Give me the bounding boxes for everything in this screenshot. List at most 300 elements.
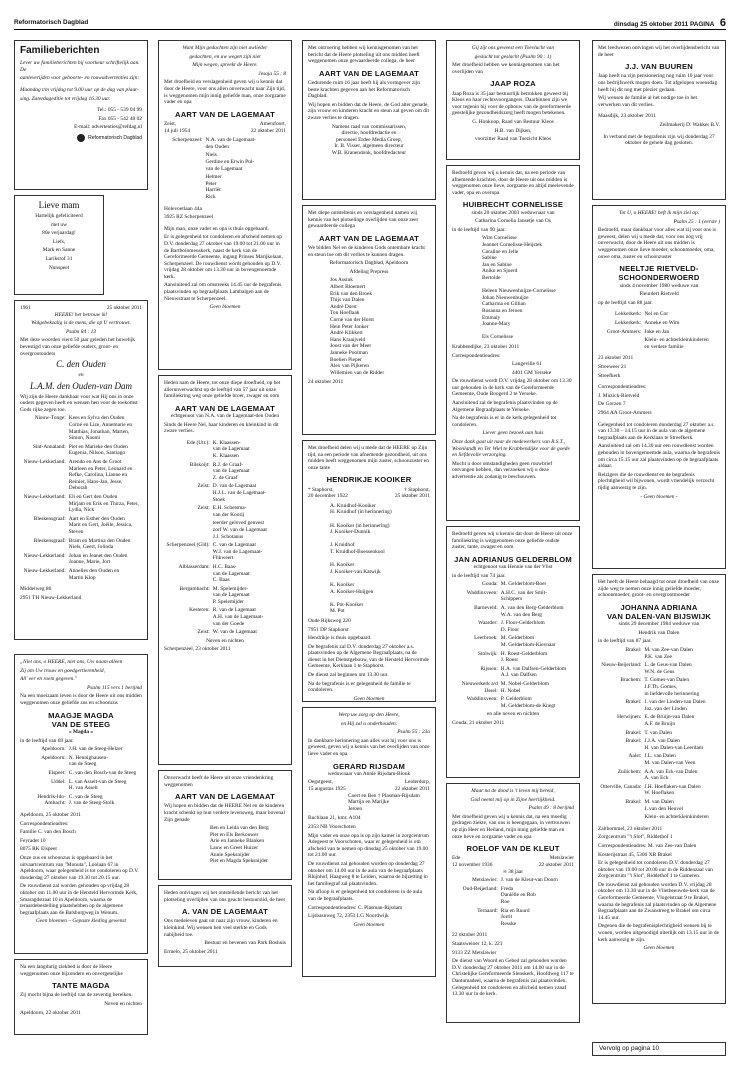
dk-verse: Psalm 49 : 8 berijmd [528,805,574,812]
rd-text3: Na afloop is er gelegenheid tot condoleren in de aula van de begraafplaats. [308,889,422,902]
hc-family-row: Aniko en Sjoerd [482,268,518,275]
do-family-row [20,538,142,551]
nr-family-row [598,320,720,327]
do-family-row-names: Bram en Martina den Ouden Niels, Geert, Jolinda [68,537,131,551]
tm-name: TANTE MAGDA [52,981,110,991]
lm-line: Lariksrof 31 [45,255,73,262]
dk-birthdate: 12 november 1936 [452,862,493,868]
lmk-colleague: Jos Assink [330,277,353,284]
fam-line-3: Maandag t/m vrijdag tot 9.00 uur op de dag van plaat- [20,86,139,93]
van-dalen-box [592,574,726,1004]
rd-verse: Psalm 55 : 23a [397,729,430,736]
lms-sign [308,124,430,157]
hc-family-row: Jan en Sabine [482,261,512,268]
do-family-row-names: Johan en Jeanet den Ouden Joanne, Marie, Jort [68,552,128,566]
lmf-family-row-place: Ede (Utr.): [186,439,210,446]
dk-address: Staatsweioer 12, k. 221 [452,940,503,947]
mg-family-row-place: Uddel: [51,778,66,785]
lmk-colleague: Corné van der Horst [330,316,374,323]
lmf-family-row-names: M. Spelemijder- van de Lagemaat P. Spelemijder [212,585,250,605]
lmm-text2: Er is gelegenheid tot condoleren en afscheid nemen op D.V. donderdag 27 oktober van 19.00 tot 21.00 uur in de Bartholomeuskerk, naast de kerk van de Gereformeerde Gemeente, ingang Prinses Marijkelaan, Scherpenzeel. De rouwdienst wordt gehouden op D.V. vrijdag 28 oktober om 13.30 uur in bovengenoemde kerk. [164,234,283,280]
lms-text2: Wij hopen en bidden dat de Heere, de God alter genade, zijn vrouw en kinderen kracht en steun zal geven om dit zware verlies te dragen. [308,101,429,121]
nr-family-row-names: Klein- en achterkleinkinderen en verdere familie [644,337,709,350]
lmm-birthdate: 14 juli 1954 [164,127,191,134]
hc-text1: De rouwdienst wordt D.V. vrijdag 28 oktober om 13.30 uur gehouden in de kerk van de Gereformeerde Gemeente, Oude Boogerd 2 te Yerseke. [452,378,572,398]
ge-family-row [452,581,574,588]
lm-line: Mark en Sanne [42,247,76,254]
nr-verse: Psalm 25 : 1 (eerste ) [673,218,720,225]
ko-family-row: A. Kruidhof-Kooiker [330,502,376,509]
lmm-address: Holevoetlaan 44a [164,205,202,212]
lmk-text1: We bidden Nel en de kinderen Gods ontembare kracht en steun toe om dit verlies te kunnen dragen. [308,245,425,258]
hc-family-row: Emmaly [482,314,501,321]
jr-text: Jaap Roza is 35 jaar bestuurlijk betrokken geweest bij Kleos en haar rechtsvoorgangers. Daarbinnen zijn we voor tegenin bij voor de opbouw van de gereformeerde geestelijke gezondheidszorg heeft mogen betekenen. [452,90,571,117]
hc-family-row: Johan Nieuwenhuijze [482,294,529,301]
mg-family-row [20,794,142,807]
ge-family-row-place: Gouda: [481,581,498,588]
rd-deathplace: Leiderdorp, [404,779,430,786]
lm-line: met uw [50,221,68,228]
lmk-name: AART VAN DE LAGEMAAT [319,233,419,243]
lms-sign-line: personeel Erdee Media Groep, [336,136,402,143]
lms-sign-line: directie, hoofdredactie en [341,130,397,137]
lmf-neven: Neven en nichten [206,637,244,644]
mg-intro: Na een moeizaam leven is door de Heere uit ons midden weggenomen onze geliefde zus en schoonzus [20,693,142,706]
vd-family-row [598,769,720,782]
page-info [614,17,726,30]
jb-text2: Wij wensen de familie al het nodige toe in het verwerken van dit verlies. [598,95,698,108]
ge-family-row-place: Waddinxveen: [466,696,498,703]
jr-verse: Gij zijt ons geweest een Toevlucht van [471,45,555,51]
lms-intro: Met ontroering hebben wij kennisgenomen van het bericht dat de Heere plotseling uit ons midden heeft weggenomen onze gewaardeerde collega, de heer [308,45,420,65]
lmz-name-row: Piet en Els Berkouwer [210,831,259,838]
mg-name1: MAAGJE MAGDA [48,710,114,720]
mg-family-row-names: L. van Asselt-van de Steeg H. van Asselt [68,778,127,792]
ge-family-row-place: Waddinxveen: [466,589,498,596]
do-address: 2951 TH Nieuw-Lekkerland [20,594,82,601]
lm-verse: Jesaja 55 : 8 [258,70,286,77]
column-1 [14,40,148,1040]
ko-family-row [330,595,430,602]
do-family-row [20,568,142,581]
dk-verse: Maar na de dood is 't leven mij bereid, [471,788,555,794]
lmz-text: Wij hopen en bidden dat de HEERE Nel en de kinderen kracht schenkt op hun verdere levensweg, maar bovenal Zijn genade [164,803,285,823]
tm-date: Apeldoorn, 22 oktober 2011 [20,1009,81,1016]
vd-family-row [598,814,720,821]
rd-family-row: Martijn en Marijke [348,799,390,806]
mg-corr: 8075 RK Elspeet [20,846,57,853]
rd-birthplace: Oegstgeest, [308,779,334,786]
ko-family-row [330,516,430,523]
vd-family-row-place: Brakel: [625,738,642,745]
dk-rows [452,877,574,927]
dk-family-row-place: Oud-Beijerland: [462,885,498,892]
lmk-sign: Reformatorisch Dagblad, Apeldoorn [329,260,409,267]
fam-tel: Tel.: 055 - 539 04 99 [96,107,142,114]
rd-intro: In dankbare herinnering aan alles wat hij voor ons is geweest, geven wij u kennis van het overlijden van onze lieve vader en opa [308,737,430,757]
nr-intro: Bedroefd, maar dankbaar voor alles wat zij voor ons is geweest, delen wij u mede dat, voor ons nog vrij onverwacht, door de Heere uit ons midden is weggenomen onze lieve moeder, schoonmoeder, oma, ouwe oma, zuster en schoonzuster [598,227,716,260]
do-family-row [20,494,142,514]
vd-family-row-place: Brakel: [625,729,642,736]
ko-family-row: H. Kruidhof (in herinnering) [330,509,392,516]
lmf-family-row-place: Kesteren: [189,607,210,614]
dk-name: ROELOF VAN DE KLEUT [466,844,560,854]
vd-family-row-names: E. de Bruijn-van Dalen A.F. de Bruijn [644,714,695,727]
lieve-mam-title: Lieve mam [38,200,80,210]
column-5 [592,40,726,1009]
mg-name2: VAN DE STEEG [51,719,111,729]
mg-name3: « Magda » [68,729,94,736]
ge-family-row-names: M. Gelderblom M. Gelderblom-Kievnaar [500,635,556,648]
ge-family-row [452,666,574,679]
jr-sign: H.B. van Dijken, [494,127,532,134]
rd-address: Buchlaan 21, kmr. A104 [308,815,361,822]
do-family-row-names: Arendo en Ans de Groot Marleen en Peter, Leonard en Refke, Carolina, Lianne en Reinier, Hans-Jan, Jesse, Deborah [68,459,133,492]
vd-family-row-place: Aalst: [628,753,642,760]
ge-family-row [452,620,574,633]
nr-text3: Reizigers die de rouwdienst en de begrafenis plechtigheid wil bijwonen, wordt vriendelijk verzocht tijdig aanwezig te zijn. [598,471,715,491]
nr-family-row [598,329,720,336]
lm-verse: gedachten, en uw wegen zijn niet [189,53,261,60]
ge-name: JAN ADRIANUS GELDERBLOM [454,554,572,564]
do-family-row-place: Nieuw-Lekkerland: [23,567,66,574]
do-family-row-place: Nieuw-Tonge: [34,415,66,422]
fam-fax: Fax 055 - 542 48 02 [98,115,142,122]
lmz-name-row: Ben en Leida van den Berg [210,825,269,832]
jb-intro: Met leedwezen ontvingen wij het overlijdensbericht van de heer [598,45,720,58]
mg-verse: Psalm 115 vers 1 berijmd [87,684,142,691]
ko-text1: Hendrikje is thuis opgebaard. [308,635,372,642]
lms-name: AART VAN DE LAGEMAAT [319,68,419,78]
nr-date: Streefkerk [598,372,621,379]
lagemaat-main-box [158,40,292,370]
do-places [20,415,142,581]
vd-family-row-place: Nieuw-Beijerland: [601,662,642,669]
lmf-family-row-names: K. Klaassen- van de Lagemaat K. Klaassen [212,439,250,459]
mg-family-row [20,746,142,753]
dk-intro: Met droefheid geven wij u kennis dat, na een moedig gedragen ziekte, van ons is heengegaan, in vertrouwen op zijn Heer en Heiland, mijn innig geliefde man en onze lieve en zorgzame vader en opa [452,813,570,840]
ko-birthdate: 20 december 1922 [308,493,348,500]
fam-line-2: aanleverijden voor geboorte- en rouwadvertenties zijn: [20,75,140,82]
dk-deathplace: Metslawier [549,855,574,862]
do-verse: HEERE! het betrouw ik! [54,311,108,318]
lmp-date: Ermelo, 25 oktober 2011 [164,948,218,955]
nr-date: 23 oktober 2011 [598,355,634,362]
ge-family-row-place: Nieuwerkerk a/d IJssel: [461,680,498,694]
mg-family-row [20,755,142,768]
hc-family-row: Jeannet Cornelisse-Heijstek [482,242,543,248]
vd-name2: VAN DALEN-VAN BIJSWIJK [606,612,712,622]
ko-family-row: J. Kruidhof [330,542,355,549]
ko-deathplace: † Staphorst, [404,486,430,493]
vd-family-row-names: J.J.A. van Dalen H. van Dalen-van Leerdam [644,738,704,751]
mg-corr: Correspondentieadres: [20,820,69,827]
do-family-row [20,444,142,457]
hc-text4: Liever geen bezoek aan huis [482,430,544,437]
hc-family-row [482,328,574,335]
do-address: Middelweg 86 [20,586,52,593]
hc-text6: Mocht u door omstandigheden geen rouwbrief ontvangen hebben, dan verzoeken wij u deze advertentie als zodanig te beschouwen. [452,460,553,480]
vd-family-row-names: A.A. van Eck-van Dalen A. van Eck [644,768,698,782]
ge-family-row-names: A. van den Berg-Gelderblom W.A. van den Berg [500,605,564,618]
vd-name1: JOHANNA ADRIANA [620,602,698,612]
dk-family-row [452,877,574,884]
mg-place-date: Apeldoorn, 25 oktober 2011 [20,812,81,818]
vd-family-row-place: Zuilichem: [617,768,642,775]
hc-family-row [482,282,574,289]
lmk-names [308,277,430,376]
nr-rows [598,311,720,350]
vd-family-row-place: Brakel: [625,647,642,654]
fam-line-4: sing. Zaterdageditie tot vrijdag 16.30 uur. [20,95,111,102]
nr-family-row [598,337,720,350]
lmk-colleague: Albert Bloemert [330,284,366,290]
nr-text2: Aansluitend zal om 14.30 uur een rouwdienst worden gehouden in bovengenoemde aula, waarna de begrafenis om circa 15.15 uur zal plaatsvinden op de begraafplaats aldaar. [598,443,720,470]
nr-date: Streeweer 21 [598,364,627,370]
vd-sub: sinds 29 december 1984 weduwe van [618,621,700,628]
do-family-row-names: Kees en Sylva den Ouden Corné en Lize, Annemarie en Matthias, Jonathan, Marten, Simon, Naomi [68,415,133,442]
lmp-name: A. VAN DE LAGEMAAT [181,907,268,917]
rd-family-row: Coert en Ben † Plasman-Rijsdam [348,792,420,799]
lieve-mam-box [14,195,104,295]
lmf-family-row-place: Alblasserdam: [178,563,210,570]
lmf-family-row-names: C. van de Lagemaat W.J. van de Lagemaat- Flikweert [212,542,263,562]
gelderblom-box [446,526,580,778]
rd-corr: Correspondentieadres: C. Plasman-Rijsdam [308,904,403,911]
vd-family-row-names: M. van Zee-van Dalen P.K. van Zee [644,647,693,660]
ko-intro: Met droefheid delen wij u mede dat de HEERE op Zijn tijd, na een periode van afnemende gezondheid, uit ons midden heeft weggenomen mijn zuster, schoonzuster en onze tante [308,445,429,471]
lmz-name-row: Lauw en Greet Huizer [210,845,259,851]
hc-corr: Correspondentieadres: [452,352,501,359]
lmf-family-row [164,483,286,503]
lmm-footer: Geen bloemen [209,304,241,311]
hc-text5: Onze dank gaat uit naar de medewerkers van R.S.T., Woonlandh en Ter Wiel te Krabbendijke voor de goede en liefdevolle verzorging. [452,439,570,459]
dk-verse: God neemt mij op in Zijne heerlijkheid. [470,796,556,803]
rd-address: 2353 NB Voorschoten [308,823,356,830]
ge-rows [452,581,574,709]
lmf-family-row [164,520,286,540]
lmf-family-row-names: teerder geloved genvest zorf W. van de Lagemaat J.J. Schotanus [212,520,267,540]
vd-intro: Het heeft de Heere behaagd tot onze droefheid van onze zijde weg te nemen onze innig geliefde moeder, schoonmoeder, groot- en overgrootmoeder [598,579,720,599]
ge-family-row [452,651,574,664]
do-family-row [20,553,142,566]
do-intro: Met deze woorden vierd 50 jaar geleden het huwelijk bevestigd van onze geliefde ouders, groot- en overgrootouders [20,337,135,357]
lmm-family-row-names: Niels Gerdine en Erwin Pul- van de Lagemaat [205,152,255,172]
vd-family-row-names: J. van der Linden-van Dalen Joz. van der Linden [644,699,706,712]
ko-family-row: T. Kruidhof-Boessenkool [330,548,385,555]
paper-name: Reformatorisch Dagblad [14,19,89,26]
ge-family-row-names: H. Roest-Gelderblom J. Roest [500,650,548,664]
vd-family-row-names: T. Gomes-van Dalen J.F.Th. Gomes, in liefdevolle herinnering [644,677,700,697]
tm-intro: Na een langdurig ziekbed is door de Heere weggenomen onze bijzondere en onvergetelijke [20,964,123,977]
lmm-address: 3925 RZ Scherpenzeel [164,214,214,221]
ko-address: 7951 DP Staphorst [308,626,349,633]
newspaper-page [14,16,726,1056]
page-number: 6 [719,17,726,29]
vd-family-row [598,699,720,712]
hc-family-row: Wim Cornelisse [482,235,517,242]
mg-family-row-place: Apeldoorn: [41,754,66,761]
do-family-row-place: Bleskensgraaf: [33,515,66,522]
lmf-family-row [164,542,286,562]
roza-box [446,40,580,160]
hc-names [452,235,574,341]
lmm-deathdate: 22 oktober 2011 [250,127,286,134]
do-name1: C. den Ouden [56,359,106,370]
ko-text3: De dienst zal beginnen om 13.30 uur. [308,672,389,679]
lmm-family-row [164,137,286,150]
lmm-text3: Aansluitend zal om omstreeks 14.45 uur de begrafenis plaatsvinden op begraafplaats Lambalgen aan de Nieuwstraat te Scherpenzeel. [164,282,282,302]
nr-sub: sinds 4 november 1980 weduwe van [619,282,699,289]
lmm-birthplace: Zeist, [164,121,177,127]
mg-family-row-names: J.H. van de Steeg-Helzer [68,746,123,753]
ge-family-row-place: Rijssen: [480,665,498,672]
do-date-left: 1961 [20,305,31,311]
ko-footer: Geen bloemen [353,695,385,702]
vd-family-row-place: Brakel: [625,699,642,706]
rd-logo-text: Reformatorisch Dagblad [88,134,142,141]
vd-text3: Degenen die de begrafenisplechtigheid wensen bij te wonen, worden uitgenodigd uiterlijk om 13.15 uur in de kerk aanwezig te zijn. [598,923,719,943]
do-date-right: 25 oktober 2011 [106,305,142,311]
nr-age: op de leeftijd van 88 jaar. [598,299,653,306]
lagemaat-family-box [158,375,292,765]
jr-intro: Met droefheid hebben we kennisgenomen van het overlijden van [452,62,560,75]
ko-family-row: J. Kooiker-Dunnik [330,529,371,536]
lmk-colleague: Boelien Pieper [330,356,362,363]
vd-date: Zorgcentrum "'t Slot", Riddethof 1 [598,834,673,841]
buuren-box [592,40,726,200]
dk-family-row-names: Ria en Ruurd Jorrit Resske [500,907,530,927]
ko-text4: Na de begrafenis is er gelegenheid de familie te condoleren. [308,680,411,694]
rijsdam-box [302,707,436,977]
page-label: PAGINA [689,21,715,28]
lmf-rows [164,440,286,636]
lagemaat-school-box [302,40,436,200]
ko-birthplace: * Staphorst, [308,486,334,493]
hc-family-row: Catharina en Gillian [482,301,526,308]
lmm-family-row [164,174,286,200]
lagemaat-friends-box [158,770,292,880]
vd-family-row [598,799,720,812]
lmf-family-row [164,586,286,606]
vd-text2: De rouwdienst zal gehouden worden D.V. vrijdag 28 oktober om 13.30 uur in de Vlietbeeuwde-kerk van de Gereformeerde Gemeente, Vlogelstraat 9 te Brakel, waarna de begrafenis zal plaatsvinden op de Algemene Begraafplaats aan de Zwanstreeg te Brakel om circa 14.45 uur. [598,881,717,921]
lmk-colleague: Erik van den Broek [330,290,373,297]
hc-family-row: Coraline en Jelle [482,248,519,255]
vd-family-row-names: T. van Dalen [644,729,672,736]
lmf-family-row-place: Zeist: [197,505,210,512]
jr-name: JAAP ROZA [490,79,536,89]
ge-family-row-place: Waarder: [478,620,498,627]
mg-verse: Zij om Uw trouw en goedgertierenheid, [20,667,105,674]
lmf-family-row-names: R. van de Lagemaat A.H. van de Lagemaat- van der Goede [212,607,264,627]
lmf-family-row-place: Bergambacht: [179,585,210,592]
rietveld-box [592,205,726,569]
nr-corr: J. Muzick-Rietveld [598,392,640,399]
lm-line: Nunspeet [48,264,70,271]
lmf-family-row-names: R.J. de Graaf- van de Lagemaat Z. de Graaf [212,461,250,481]
tm-text: Zij mocht bijna de leeftijd van de zeventig bereiken. [20,992,133,999]
hc-corr: Langeville 61 [512,361,542,368]
lmz-name: AART VAN DE LAGEMAAT [175,792,275,802]
lmf-family-row [164,505,286,518]
de-kleut-box [446,783,580,1023]
hc-name: HUIBRECHT CORNELISSE [462,200,564,210]
do-family-row-place: Nieuw-Lekkerland: [23,552,66,559]
mg-corr: Familie C. van den Bosch [20,829,76,836]
vd-family-row [598,730,720,737]
nr-text1: Gelegenheid tot condoleren donderdag 27 oktober a.s. van 13.30 – 14.15 uur in de aula van de algemene begraafplaats aan de Kerklaan te Streefkerk. [598,421,715,441]
rd-birthdate: 15 augustus 1925 [308,786,346,792]
vervolg-link[interactable] [592,1042,726,1056]
lmf-family-row-place: Zeist: [197,483,210,490]
do-family-row-names: Piet en Marieke den Ouden Eugenia, Nilson, Santiago [68,443,128,457]
hc-text2: Aansluitend zal de begrafenis plaatsvinden op de Algemene Begraafplaats te Yerseke. [452,400,558,413]
jb-text1: Jaap heeft na zijn pensionering nog ruim 10 jaar voor ons bedrijfswerk mogen doen. Tot afgelopen woensdag heeft hij dit nog met plezier gedaan. [598,73,718,93]
lmz-name-row: Piet en Magda Speksnijder [210,858,268,865]
dk-family-row-names: J. van de Kleut-van Doorn [500,877,558,884]
lmk-colleague: André Dorst [330,303,357,310]
lmk-colleague: André Klikkert [330,330,363,337]
mg-text1: Onze zus en schoonzus is opgebaard in het uitvaartcentrum van "Monuta", Loolaan 67 in Apeldoorn, waar gelegenheid is tot condoleren op D.V. donderdag 27 oktober van 19.30 tot 20.15 uur. [20,854,139,881]
vervolg-text: Vervolg op pagina 10 [599,1045,660,1053]
nr-name1: NEELTJE RIETVELD- [619,264,699,274]
mg-family-row-names: C. van de Steeg J. van de Steeg-Stolk [68,793,115,807]
rd-footer: Geen bloemen [353,921,385,928]
hc-family-row: Joanne-Mary [482,321,511,328]
lmm-rows [164,137,286,200]
rd-name: GERARD RIJSDAM [333,761,405,771]
hc-age: in de leeftijd van 90 jaar. [452,226,506,233]
vd-age: in de leeftijd van 87 jaar. [598,638,652,645]
lmk-colleague: Thijs van Dalen [330,297,365,304]
lmm-deathplace: Amersfoort, [259,121,286,127]
nr-family-row-names: Anneke en Wim [644,320,680,327]
jb-place: Maasdijk, 23 oktober 2011 [598,113,656,120]
ko-deathdate: 25 oktober 2011 [394,493,430,500]
lmf-family-row-names: H.C. Baas- van de Lagemaat C. Baas [212,563,250,584]
hc-intro: Bedroefd geven wij u kennis dat, na een periode van afnemende krachten, door de Heere uit ons midden is weggenomen onze lieve, zorgzame en altijd meelevende vader, opa en overopa [452,170,574,196]
lms-sign-line: W.B. Kranendonk, hoofdredacteur [331,149,407,156]
lmp-intro: Heden ontvingen wij het ontstellende bericht van het plotseling overlijden van ons geacht bestuurslid, de heer [164,890,286,903]
lmk-colleague: Janneke Poolman [330,349,368,356]
do-family-row-place: Sint-Annaland: [32,443,66,450]
do-family-row-names: Aart en Esther den Ouden Marit en Gert, Joëlle, Jessica, Steven [68,515,133,535]
lms-sign-line: Namens raad van commissarissen, [331,123,407,130]
rd-rows [308,793,430,813]
vd-family-row-place: Herwijnen: [617,714,642,721]
lmf-family-row [164,564,286,584]
hc-family-row: Els Cornelisse [482,334,513,341]
ge-family-row-names: A.H.C. van der Smit- Schippers [500,589,547,603]
do-family-row [20,415,142,441]
ge-family-row-names: H.A. van Dalfsen-Gelderblom A.J. van Dalfsen [500,665,567,679]
lmz-intro: Onverwacht heeft de Heere uit onze vriendenkring weggenomen [164,775,274,788]
mg-verse: All' eer en roem gegeven." [20,676,77,683]
ge-family-row [452,635,574,648]
mg-family-row-names: C. van den Bosch-van de Steeg [68,770,137,777]
mg-footer: Geen bloemen – Gepaste kleding gewenst [36,918,126,925]
rd-text2: De rouwdienst zal gehouden worden op donderdag 27 oktober om 14.00 uur in de aula van de begraafplaats Rhijnhof, Haagweg 8 te Leiden, waarna de bijzetting in het familiegraf zal plaatsvinden. [308,860,428,887]
vd-family-row-names: L. de Geus-van Dalen W.N. de Geus [644,662,692,675]
do-en: en [78,372,84,379]
vd-family-row-names: J.H. Hoeflaken-van Dalen W. Hoeflaken [644,783,701,797]
lmf-intro: Heden nam de Heere, tot onze diepe droefheid, op het allerunverwachtst op de leeftijd van 57 jaar uit onze familiekring weg onze geliefde broer, zwager en oom [164,380,281,400]
lmk-colleague: Hans Kraaijveld [330,336,366,343]
dk-family-row [452,908,574,928]
nr-family-row-place: Lekkerkerk: [615,320,642,327]
vd-rows [598,647,720,821]
vd-corr: Kosterijstraat 45, 5306 XB Brakel [598,851,672,858]
